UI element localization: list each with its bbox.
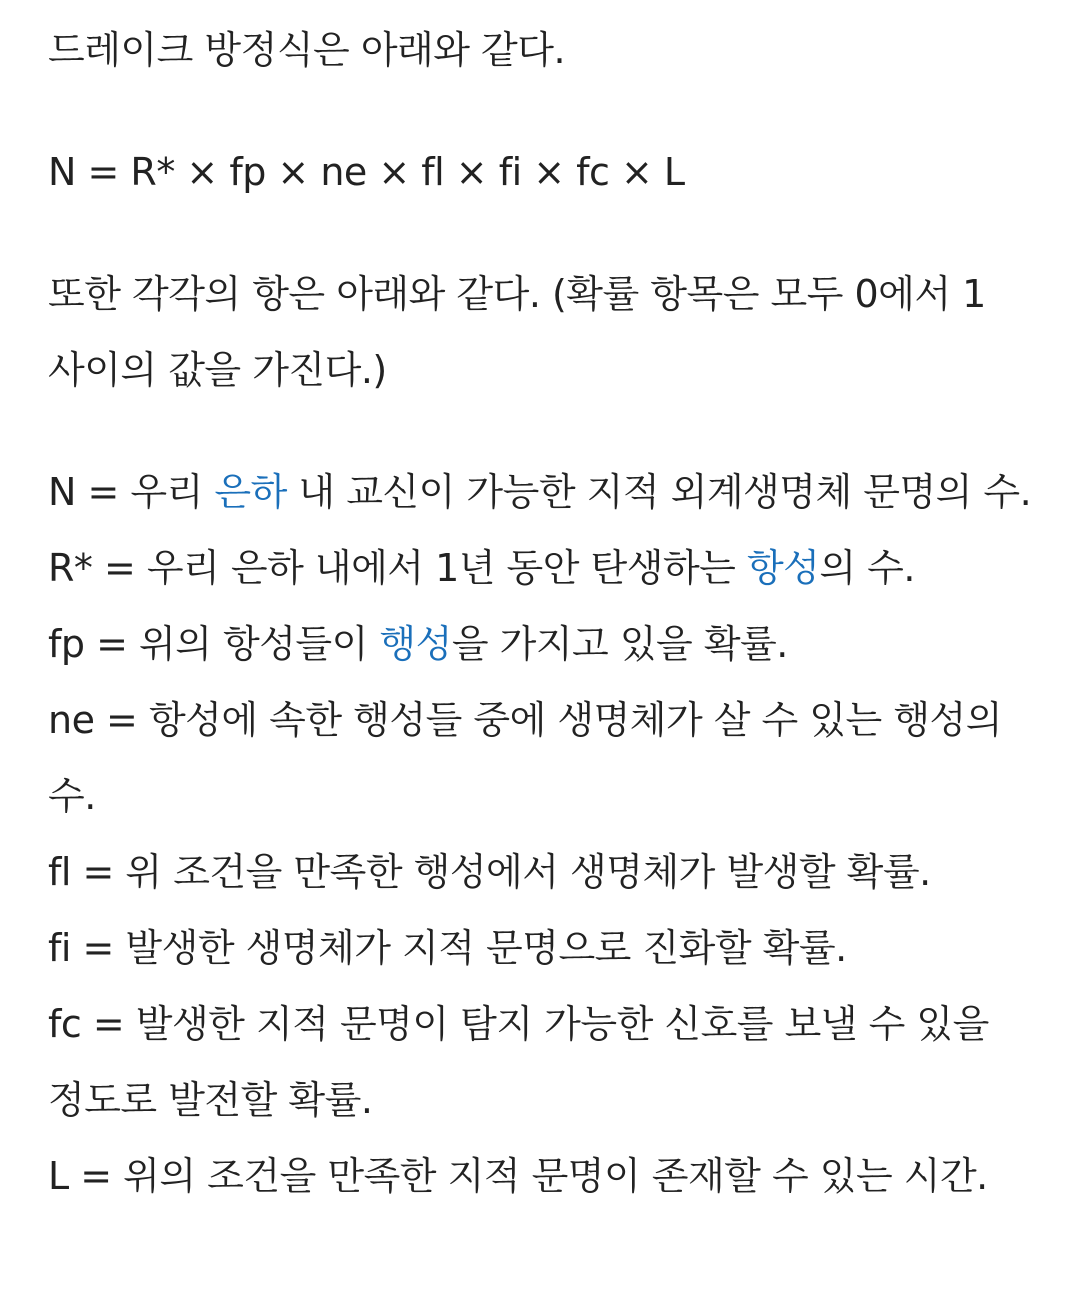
term-fp-prefix: fp = 위의 항성들이 [48,622,380,666]
term-r-suffix: 의 수. [819,546,915,590]
term-r [48,530,1040,606]
term-fc: fc = 발생한 지적 문명이 탐지 가능한 신호를 보낼 수 있을 정도로 발전할 확률. [48,1002,989,1122]
term-l: L = 위의 조건을 만족한 지적 문명이 존재할 수 있는 시간. [48,1154,988,1198]
intro-text: 드레이크 방정식은 아래와 같다. [48,28,566,72]
term-fp [48,606,1040,682]
link-galaxy[interactable]: 은하 [214,470,287,514]
link-star[interactable]: 항성 [746,546,820,590]
term-fi: fi = 발생한 생명체가 지적 문명으로 진화할 확률. [48,926,847,970]
terms-list [48,454,1040,1214]
terms-note: 또한 각각의 항은 아래와 같다. (확률 항목은 모두 0에서 1 사이의 값을 가진다.) [48,272,986,392]
term-n-suffix: 내 교신이 가능한 지적 외계생명체 문명의 수. [286,470,1032,514]
link-planet[interactable]: 행성 [379,622,452,666]
term-fl: fl = 위 조건을 만족한 행성에서 생명체가 발생할 확률. [48,850,931,894]
term-n [48,454,1040,530]
term-fp-suffix: 을 가지고 있을 확률. [451,622,788,666]
term-ne: ne = 항성에 속한 행성들 중에 생명체가 살 수 있는 행성의 수. [48,698,1002,818]
term-n-prefix: N = 우리 [48,470,215,514]
term-r-prefix: R* = 우리 은하 내에서 1년 동안 탄생하는 [48,546,747,590]
drake-formula: N = R* × fp × ne × fl × fi × fc × L [48,150,685,194]
